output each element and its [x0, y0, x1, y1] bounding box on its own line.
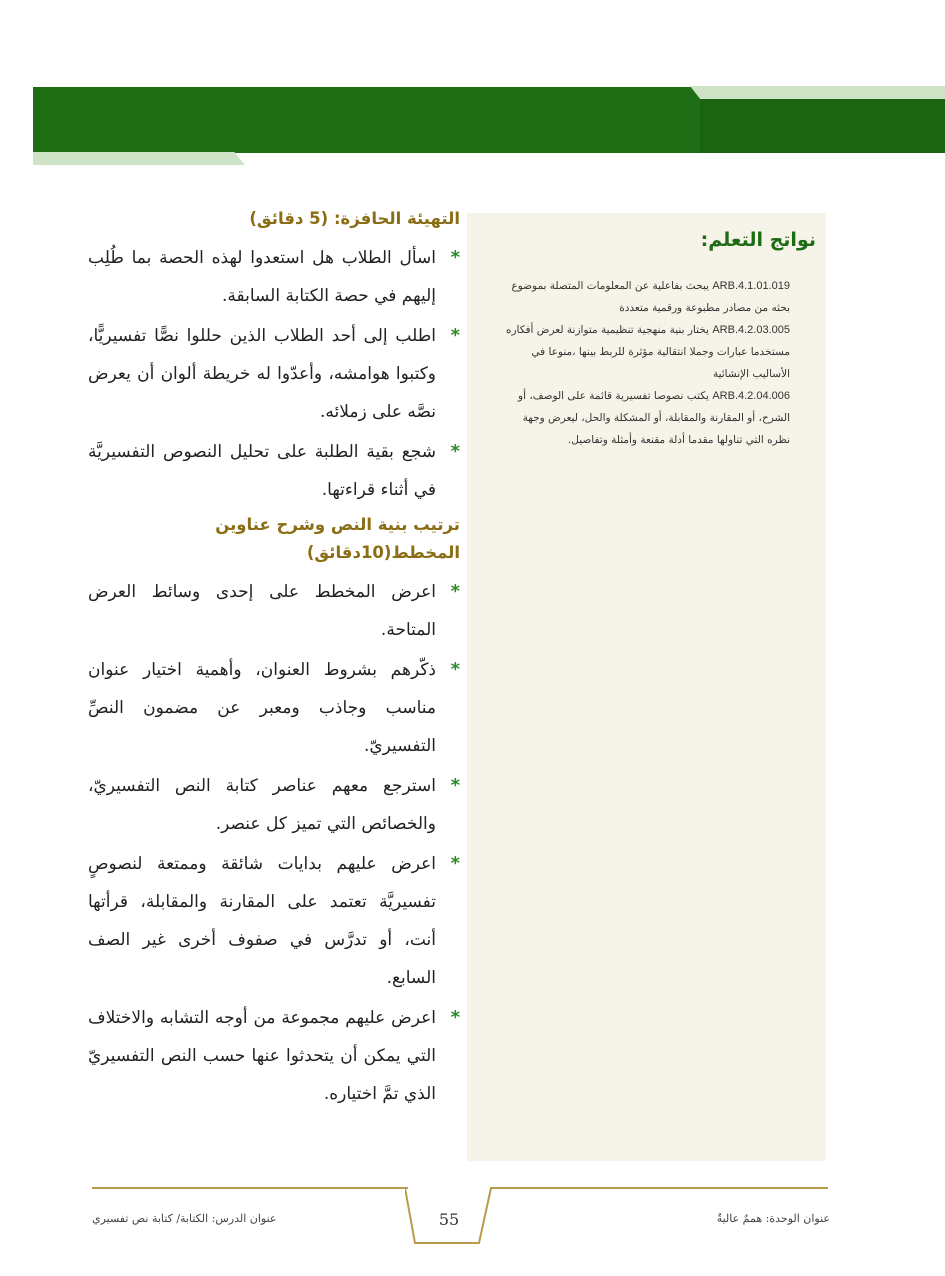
learning-outcomes-panel — [467, 213, 826, 1161]
list-item-text: ذكّرهم بشروط العنوان، وأهمية اختيار عنوان مناسب وجاذب ومعبر عن مضمون النصِّ التفسيريّ. — [88, 660, 436, 756]
footer-rule-right — [490, 1187, 828, 1189]
list-item-text: اعرض عليهم بدايات شائقة وممتعة لنصوصٍ تفسيريَّة تعتمد على المقارنة والمقابلة، قرأتها أنت، أو تدرَّس في صفوف أخرى غير الصف السابع. — [88, 854, 436, 988]
list-item — [88, 845, 460, 997]
section-heading-warmup: التهيئة الحافزة: (5 دقائق) — [249, 209, 460, 228]
bullet-star-icon: * — [450, 1007, 460, 1028]
outcome-code: ARB.4.2.03.005 — [712, 324, 790, 336]
structure-list — [88, 573, 460, 1113]
warmup-list — [88, 239, 460, 509]
list-item — [88, 767, 460, 843]
outcome-text: يبحث بفاعلية عن المعلومات المتصلة بموضوع بحثه من مصادر مطبوعة ورقمية متعددة — [511, 280, 790, 314]
page-number: 55 — [438, 1210, 460, 1229]
bullet-star-icon: * — [450, 775, 460, 796]
bullet-star-icon: * — [450, 247, 460, 268]
list-item-text: اطلب إلى أحد الطلاب الذين حللوا نصًّا تفسيريًّا، وكتبوا هوامشه، وأعدّوا له خريطة ألوان أن يعرض نصَّه على زملائه. — [88, 326, 436, 422]
outcome-code: ARB.4.1.01.019 — [712, 280, 790, 292]
footer-lesson-title: عنوان الدرس: الكتابة/ كتابة نص تفسيري — [92, 1212, 277, 1225]
bullet-star-icon: * — [450, 441, 460, 462]
lesson-steps-column — [88, 205, 460, 1115]
list-item-text: استرجع معهم عناصر كتابة النص التفسيريّ، والخصائص التي تميز كل عنصر. — [88, 776, 436, 834]
outcome-text: يكتب نصوصا تفسيرية قائمة على الوصف، أو الشرح، أو المقارنة والمقابلة، أو المشكلة والحل، ليعرض وجهة نظره التي تناولها مقدما أدلة مقنعة وأمثلة وتفاصيل. — [518, 390, 790, 446]
learning-outcome — [500, 385, 790, 451]
list-item-text: شجع بقية الطلبة على تحليل النصوص التفسيريَّة في أثناء قراءتها. — [88, 442, 436, 500]
list-item-text: اعرض المخطط على إحدى وسائط العرض المتاحة. — [88, 582, 436, 640]
list-item-text: اعرض عليهم مجموعة من أوجه التشابه والاختلاف التي يمكن أن يتحدثوا عنها حسب النص التفسيريّ الذي تمَّ اختياره. — [88, 1008, 436, 1104]
footer-unit-title: عنوان الوحدة: هممٌ عاليةٌ — [716, 1212, 830, 1225]
list-item-text: اسأل الطلاب هل استعدوا لهذه الحصة بما طُلِب إليهم في حصة الكتابة السابقة. — [88, 248, 436, 306]
list-item — [88, 573, 460, 649]
list-item — [88, 651, 460, 765]
outcome-text: يختار بنية منهجية تنظيمية متوازنة لعرض أفكاره مستخدما عبارات وجملا انتقالية مؤثرة للربط بينها ،منوعا في الأساليب الإنشائية — [505, 324, 790, 380]
bullet-star-icon: * — [450, 853, 460, 874]
learning-outcomes-title: نواتج التعلم: — [700, 229, 816, 251]
bullet-star-icon: * — [450, 659, 460, 680]
list-item — [88, 317, 460, 431]
learning-outcome — [500, 275, 790, 319]
list-item — [88, 433, 460, 509]
header-strip-bottom — [33, 152, 245, 165]
header-band-accent — [700, 99, 945, 153]
outcome-code: ARB.4.2.04.006 — [712, 390, 790, 402]
header-strip-top — [690, 86, 945, 99]
footer-rule-left — [92, 1187, 408, 1189]
list-item — [88, 239, 460, 315]
bullet-star-icon: * — [450, 325, 460, 346]
section-heading-structure: ترتيب بنية النص وشرح عناوين المخطط(10دقائق) — [215, 515, 460, 562]
learning-outcomes-list — [500, 275, 790, 451]
learning-outcome — [500, 319, 790, 385]
bullet-star-icon: * — [450, 581, 460, 602]
list-item — [88, 999, 460, 1113]
